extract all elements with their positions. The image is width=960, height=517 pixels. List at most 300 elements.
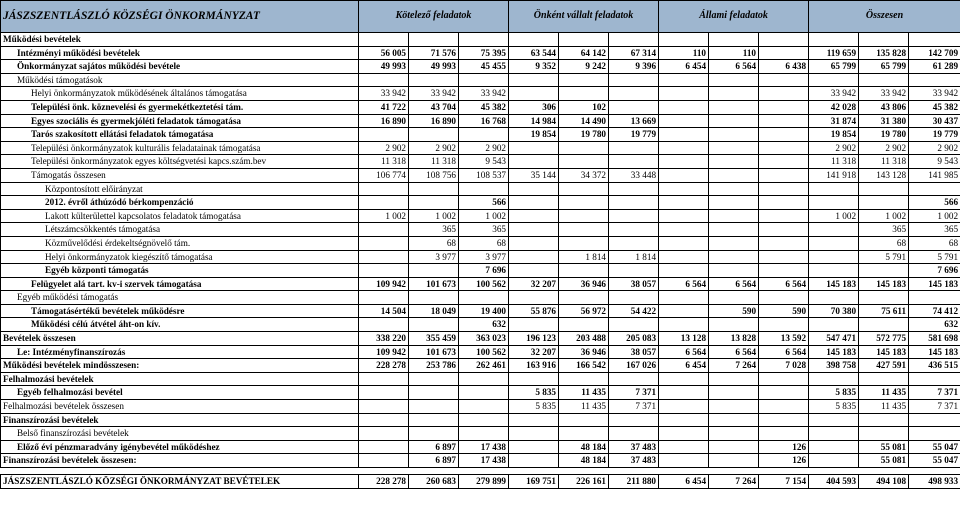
value-cell: 9 352 <box>509 60 559 74</box>
value-cell <box>659 141 709 155</box>
value-cell: 135 828 <box>859 46 909 60</box>
value-cell: 19 779 <box>609 128 659 142</box>
value-cell <box>559 236 609 250</box>
value-cell: 590 <box>709 304 759 318</box>
value-cell <box>409 73 459 87</box>
value-cell: 5 791 <box>909 250 960 264</box>
value-cell <box>459 386 509 400</box>
value-cell <box>809 454 859 468</box>
value-cell: 36 946 <box>559 277 609 291</box>
value-cell: 196 123 <box>509 332 559 346</box>
value-cell <box>509 291 559 305</box>
value-cell <box>709 236 759 250</box>
value-cell <box>809 291 859 305</box>
value-cell: 338 220 <box>359 332 409 346</box>
value-cell: 6 564 <box>709 345 759 359</box>
value-cell <box>759 46 809 60</box>
row-label: Tarós szakosított ellátási feladatok támogatása <box>1 128 359 142</box>
row-label: Támogatás összesen <box>1 168 359 182</box>
value-cell <box>609 413 659 427</box>
value-cell <box>709 168 759 182</box>
value-cell <box>709 264 759 278</box>
value-cell: 163 916 <box>509 359 559 373</box>
value-cell <box>709 386 759 400</box>
total-value-cell: 404 593 <box>809 475 859 489</box>
value-cell <box>609 318 659 332</box>
value-cell: 3 977 <box>409 250 459 264</box>
value-cell: 141 985 <box>909 168 960 182</box>
value-cell: 17 438 <box>459 440 509 454</box>
value-cell: 55 081 <box>859 454 909 468</box>
total-row <box>1 475 960 489</box>
value-cell: 45 382 <box>909 100 960 114</box>
value-cell <box>559 182 609 196</box>
value-cell: 56 005 <box>359 46 409 60</box>
value-cell <box>509 318 559 332</box>
value-cell <box>659 87 709 101</box>
value-cell: 55 047 <box>909 440 960 454</box>
value-cell: 65 799 <box>859 60 909 74</box>
value-cell: 33 942 <box>409 87 459 101</box>
value-cell <box>659 291 709 305</box>
value-cell <box>659 114 709 128</box>
value-cell: 6 454 <box>659 359 709 373</box>
value-cell: 566 <box>459 196 509 210</box>
value-cell: 67 314 <box>609 46 659 60</box>
table-row <box>1 413 960 427</box>
value-cell <box>659 196 709 210</box>
value-cell: 19 779 <box>909 128 960 142</box>
value-cell <box>859 33 909 47</box>
value-cell: 33 942 <box>459 87 509 101</box>
value-cell: 6 438 <box>759 60 809 74</box>
value-cell: 64 142 <box>559 46 609 60</box>
value-cell: 547 471 <box>809 332 859 346</box>
value-cell: 5 835 <box>809 386 859 400</box>
value-cell: 2 902 <box>359 141 409 155</box>
value-cell <box>759 73 809 87</box>
value-cell <box>559 413 609 427</box>
value-cell: 141 918 <box>809 168 859 182</box>
value-cell <box>859 427 909 441</box>
value-cell: 1 002 <box>809 209 859 223</box>
value-cell: 19 854 <box>809 128 859 142</box>
value-cell <box>409 128 459 142</box>
table-row <box>1 223 960 237</box>
value-cell: 68 <box>409 236 459 250</box>
value-cell <box>509 440 559 454</box>
total-value-cell: 279 899 <box>459 475 509 489</box>
table-row <box>1 277 960 291</box>
value-cell <box>909 372 960 386</box>
value-cell <box>659 372 709 386</box>
value-cell <box>709 73 759 87</box>
value-cell: 145 183 <box>909 345 960 359</box>
value-cell <box>559 264 609 278</box>
value-cell <box>359 128 409 142</box>
value-cell: 590 <box>759 304 809 318</box>
row-label: Létszámcsökkentés támogatása <box>1 223 359 237</box>
value-cell: 49 993 <box>409 60 459 74</box>
value-cell <box>359 250 409 264</box>
table-row <box>1 114 960 128</box>
value-cell <box>509 182 559 196</box>
value-cell <box>609 264 659 278</box>
table-row <box>1 168 960 182</box>
value-cell <box>359 454 409 468</box>
value-cell <box>759 209 809 223</box>
value-cell: 1 814 <box>559 250 609 264</box>
value-cell: 2 902 <box>409 141 459 155</box>
value-cell <box>509 454 559 468</box>
value-cell <box>609 236 659 250</box>
value-cell: 581 698 <box>909 332 960 346</box>
value-cell <box>809 73 859 87</box>
value-cell <box>509 209 559 223</box>
value-cell: 7 696 <box>909 264 960 278</box>
value-cell: 71 576 <box>409 46 459 60</box>
value-cell: 632 <box>909 318 960 332</box>
value-cell <box>509 372 559 386</box>
value-cell: 9 242 <box>559 60 609 74</box>
value-cell <box>659 168 709 182</box>
value-cell <box>759 114 809 128</box>
table-row <box>1 236 960 250</box>
value-cell: 2 902 <box>909 141 960 155</box>
value-cell <box>859 264 909 278</box>
value-cell <box>909 33 960 47</box>
value-cell <box>659 209 709 223</box>
value-cell: 18 049 <box>409 304 459 318</box>
value-cell <box>859 196 909 210</box>
value-cell: 1 814 <box>609 250 659 264</box>
value-cell: 100 562 <box>459 277 509 291</box>
value-cell: 228 278 <box>359 359 409 373</box>
value-cell <box>709 413 759 427</box>
value-cell: 6 454 <box>659 60 709 74</box>
value-cell: 48 184 <box>559 440 609 454</box>
value-cell: 31 874 <box>809 114 859 128</box>
value-cell <box>709 182 759 196</box>
value-cell <box>659 33 709 47</box>
value-cell <box>759 250 809 264</box>
value-cell: 145 183 <box>809 277 859 291</box>
value-cell <box>659 250 709 264</box>
value-cell <box>559 33 609 47</box>
value-cell: 145 183 <box>859 345 909 359</box>
value-cell <box>409 182 459 196</box>
table-row <box>1 87 960 101</box>
table-row <box>1 141 960 155</box>
table-body <box>1 33 960 489</box>
value-cell <box>709 87 759 101</box>
value-cell <box>459 427 509 441</box>
value-cell <box>359 291 409 305</box>
value-cell <box>559 427 609 441</box>
value-cell <box>359 182 409 196</box>
value-cell: 108 537 <box>459 168 509 182</box>
value-cell <box>859 182 909 196</box>
value-cell: 13 828 <box>709 332 759 346</box>
value-cell: 56 972 <box>559 304 609 318</box>
value-cell <box>459 33 509 47</box>
value-cell <box>359 264 409 278</box>
total-value-cell: 494 108 <box>859 475 909 489</box>
value-cell <box>709 400 759 414</box>
value-cell <box>509 413 559 427</box>
value-cell <box>659 264 709 278</box>
value-cell: 19 400 <box>459 304 509 318</box>
value-cell <box>809 427 859 441</box>
value-cell <box>709 155 759 169</box>
value-cell: 74 412 <box>909 304 960 318</box>
value-cell <box>759 236 809 250</box>
value-cell <box>609 196 659 210</box>
value-cell: 566 <box>909 196 960 210</box>
value-cell: 7 028 <box>759 359 809 373</box>
value-cell: 41 722 <box>359 100 409 114</box>
value-cell <box>409 400 459 414</box>
table-row <box>1 400 960 414</box>
value-cell <box>459 291 509 305</box>
value-cell: 1 002 <box>409 209 459 223</box>
value-cell <box>609 209 659 223</box>
value-cell <box>409 386 459 400</box>
table-row <box>1 100 960 114</box>
row-label: Bevételek összesen <box>1 332 359 346</box>
value-cell <box>359 236 409 250</box>
row-label: Lakott külterülettel kapcsolatos feladatok támogatása <box>1 209 359 223</box>
table-row <box>1 128 960 142</box>
value-cell: 365 <box>409 223 459 237</box>
value-cell: 119 659 <box>809 46 859 60</box>
value-cell <box>409 264 459 278</box>
value-cell <box>609 182 659 196</box>
value-cell: 306 <box>509 100 559 114</box>
value-cell: 100 562 <box>459 345 509 359</box>
value-cell <box>359 223 409 237</box>
value-cell: 262 461 <box>459 359 509 373</box>
value-cell <box>909 182 960 196</box>
value-cell <box>809 196 859 210</box>
total-value-cell: 226 161 <box>559 475 609 489</box>
value-cell: 6 564 <box>709 277 759 291</box>
row-label: Települési önkormányzatok kulturális feladatainak támogatása <box>1 141 359 155</box>
value-cell: 102 <box>559 100 609 114</box>
value-cell: 106 774 <box>359 168 409 182</box>
row-label: Egyéb felhalmozási bevétel <box>1 386 359 400</box>
value-cell: 6 564 <box>759 277 809 291</box>
value-cell: 38 057 <box>609 277 659 291</box>
value-cell <box>659 128 709 142</box>
value-cell: 1 002 <box>859 209 909 223</box>
value-cell: 6 897 <box>409 440 459 454</box>
value-cell: 365 <box>859 223 909 237</box>
value-cell: 36 946 <box>559 345 609 359</box>
row-label: Felhalmozási bevételek <box>1 372 359 386</box>
value-cell <box>859 372 909 386</box>
value-cell: 35 144 <box>509 168 559 182</box>
value-cell <box>809 264 859 278</box>
value-cell: 2 902 <box>459 141 509 155</box>
value-cell: 68 <box>859 236 909 250</box>
row-label: Helyi önkormányzatok kiegészítő támogatása <box>1 250 359 264</box>
value-cell <box>709 427 759 441</box>
value-cell <box>709 250 759 264</box>
table-row <box>1 46 960 60</box>
value-cell: 6 564 <box>759 345 809 359</box>
value-cell: 6 564 <box>659 277 709 291</box>
value-cell <box>759 318 809 332</box>
value-cell: 427 591 <box>859 359 909 373</box>
value-cell <box>709 440 759 454</box>
value-cell <box>809 236 859 250</box>
table-row <box>1 182 960 196</box>
table-row <box>1 33 960 47</box>
value-cell: 436 515 <box>909 359 960 373</box>
value-cell: 13 592 <box>759 332 809 346</box>
value-cell <box>559 291 609 305</box>
value-cell <box>759 386 809 400</box>
spacer-row <box>1 468 960 475</box>
total-value-cell: 7 264 <box>709 475 759 489</box>
value-cell: 17 438 <box>459 454 509 468</box>
value-cell <box>559 318 609 332</box>
value-cell <box>559 141 609 155</box>
value-cell: 11 435 <box>559 400 609 414</box>
value-cell: 2 902 <box>859 141 909 155</box>
row-label: Egyes szociális és gyermekjóléti feladatok támogatása <box>1 114 359 128</box>
value-cell <box>359 33 409 47</box>
value-cell <box>609 427 659 441</box>
value-cell <box>459 73 509 87</box>
value-cell <box>559 209 609 223</box>
value-cell <box>659 155 709 169</box>
value-cell <box>709 318 759 332</box>
value-cell: 16 890 <box>409 114 459 128</box>
value-cell <box>459 182 509 196</box>
value-cell <box>509 236 559 250</box>
value-cell: 7 371 <box>909 386 960 400</box>
value-cell: 398 758 <box>809 359 859 373</box>
value-cell: 101 673 <box>409 277 459 291</box>
value-cell: 365 <box>459 223 509 237</box>
value-cell <box>409 372 459 386</box>
table-row <box>1 73 960 87</box>
value-cell: 33 942 <box>809 87 859 101</box>
value-cell <box>359 196 409 210</box>
value-cell <box>609 291 659 305</box>
value-cell <box>909 291 960 305</box>
row-label: Központosított előirányzat <box>1 182 359 196</box>
value-cell: 108 756 <box>409 168 459 182</box>
value-cell <box>409 33 459 47</box>
value-cell: 19 854 <box>509 128 559 142</box>
value-cell <box>609 87 659 101</box>
value-cell <box>359 427 409 441</box>
value-cell: 34 372 <box>559 168 609 182</box>
value-cell <box>509 250 559 264</box>
value-cell <box>759 413 809 427</box>
col-group-allami: Állami feladatok <box>659 1 809 33</box>
value-cell <box>659 223 709 237</box>
value-cell <box>359 400 409 414</box>
value-cell <box>509 223 559 237</box>
value-cell <box>659 413 709 427</box>
value-cell: 7 696 <box>459 264 509 278</box>
value-cell <box>859 318 909 332</box>
row-label: Helyi önkormányzatok működésének általános támogatása <box>1 87 359 101</box>
value-cell: 48 184 <box>559 454 609 468</box>
value-cell: 145 183 <box>809 345 859 359</box>
value-cell <box>609 73 659 87</box>
value-cell <box>759 291 809 305</box>
spacer-cell <box>1 468 960 475</box>
total-label: JÁSZSZENTLÁSZLÓ KÖZSÉGI ÖNKORMÁNYZAT BEVÉTELEK <box>1 475 359 489</box>
value-cell <box>509 87 559 101</box>
value-cell: 109 942 <box>359 345 409 359</box>
value-cell: 253 786 <box>409 359 459 373</box>
value-cell <box>859 73 909 87</box>
value-cell: 9 543 <box>909 155 960 169</box>
row-label: Előző évi pénzmaradvány igénybevétel működéshez <box>1 440 359 454</box>
total-value-cell: 498 933 <box>909 475 960 489</box>
value-cell: 31 380 <box>859 114 909 128</box>
value-cell <box>809 33 859 47</box>
total-value-cell: 228 278 <box>359 475 409 489</box>
value-cell <box>709 209 759 223</box>
value-cell <box>359 372 409 386</box>
value-cell: 55 081 <box>859 440 909 454</box>
total-value-cell: 169 751 <box>509 475 559 489</box>
table-row <box>1 196 960 210</box>
value-cell <box>809 440 859 454</box>
value-cell <box>609 155 659 169</box>
value-cell <box>459 128 509 142</box>
row-label: Támogatásértékű bevételek működésre <box>1 304 359 318</box>
value-cell <box>659 400 709 414</box>
row-label: Intézményi működési bevételek <box>1 46 359 60</box>
value-cell <box>759 100 809 114</box>
value-cell <box>709 100 759 114</box>
value-cell: 68 <box>459 236 509 250</box>
value-cell <box>559 223 609 237</box>
value-cell: 101 673 <box>409 345 459 359</box>
table-row <box>1 155 960 169</box>
value-cell: 11 435 <box>559 386 609 400</box>
value-cell: 7 371 <box>609 400 659 414</box>
value-cell: 38 057 <box>609 345 659 359</box>
value-cell <box>659 100 709 114</box>
value-cell <box>759 33 809 47</box>
value-cell: 49 993 <box>359 60 409 74</box>
value-cell <box>409 413 459 427</box>
value-cell: 63 544 <box>509 46 559 60</box>
value-cell: 166 542 <box>559 359 609 373</box>
value-cell: 572 775 <box>859 332 909 346</box>
value-cell: 32 207 <box>509 345 559 359</box>
table-row <box>1 454 960 468</box>
value-cell <box>659 386 709 400</box>
value-cell <box>709 223 759 237</box>
value-cell: 145 183 <box>909 277 960 291</box>
value-cell <box>759 182 809 196</box>
row-label: Le: Intézményfinanszírozás <box>1 345 359 359</box>
value-cell: 45 455 <box>459 60 509 74</box>
row-label: Egyéb működési támogatás <box>1 291 359 305</box>
value-cell <box>859 413 909 427</box>
value-cell <box>909 73 960 87</box>
